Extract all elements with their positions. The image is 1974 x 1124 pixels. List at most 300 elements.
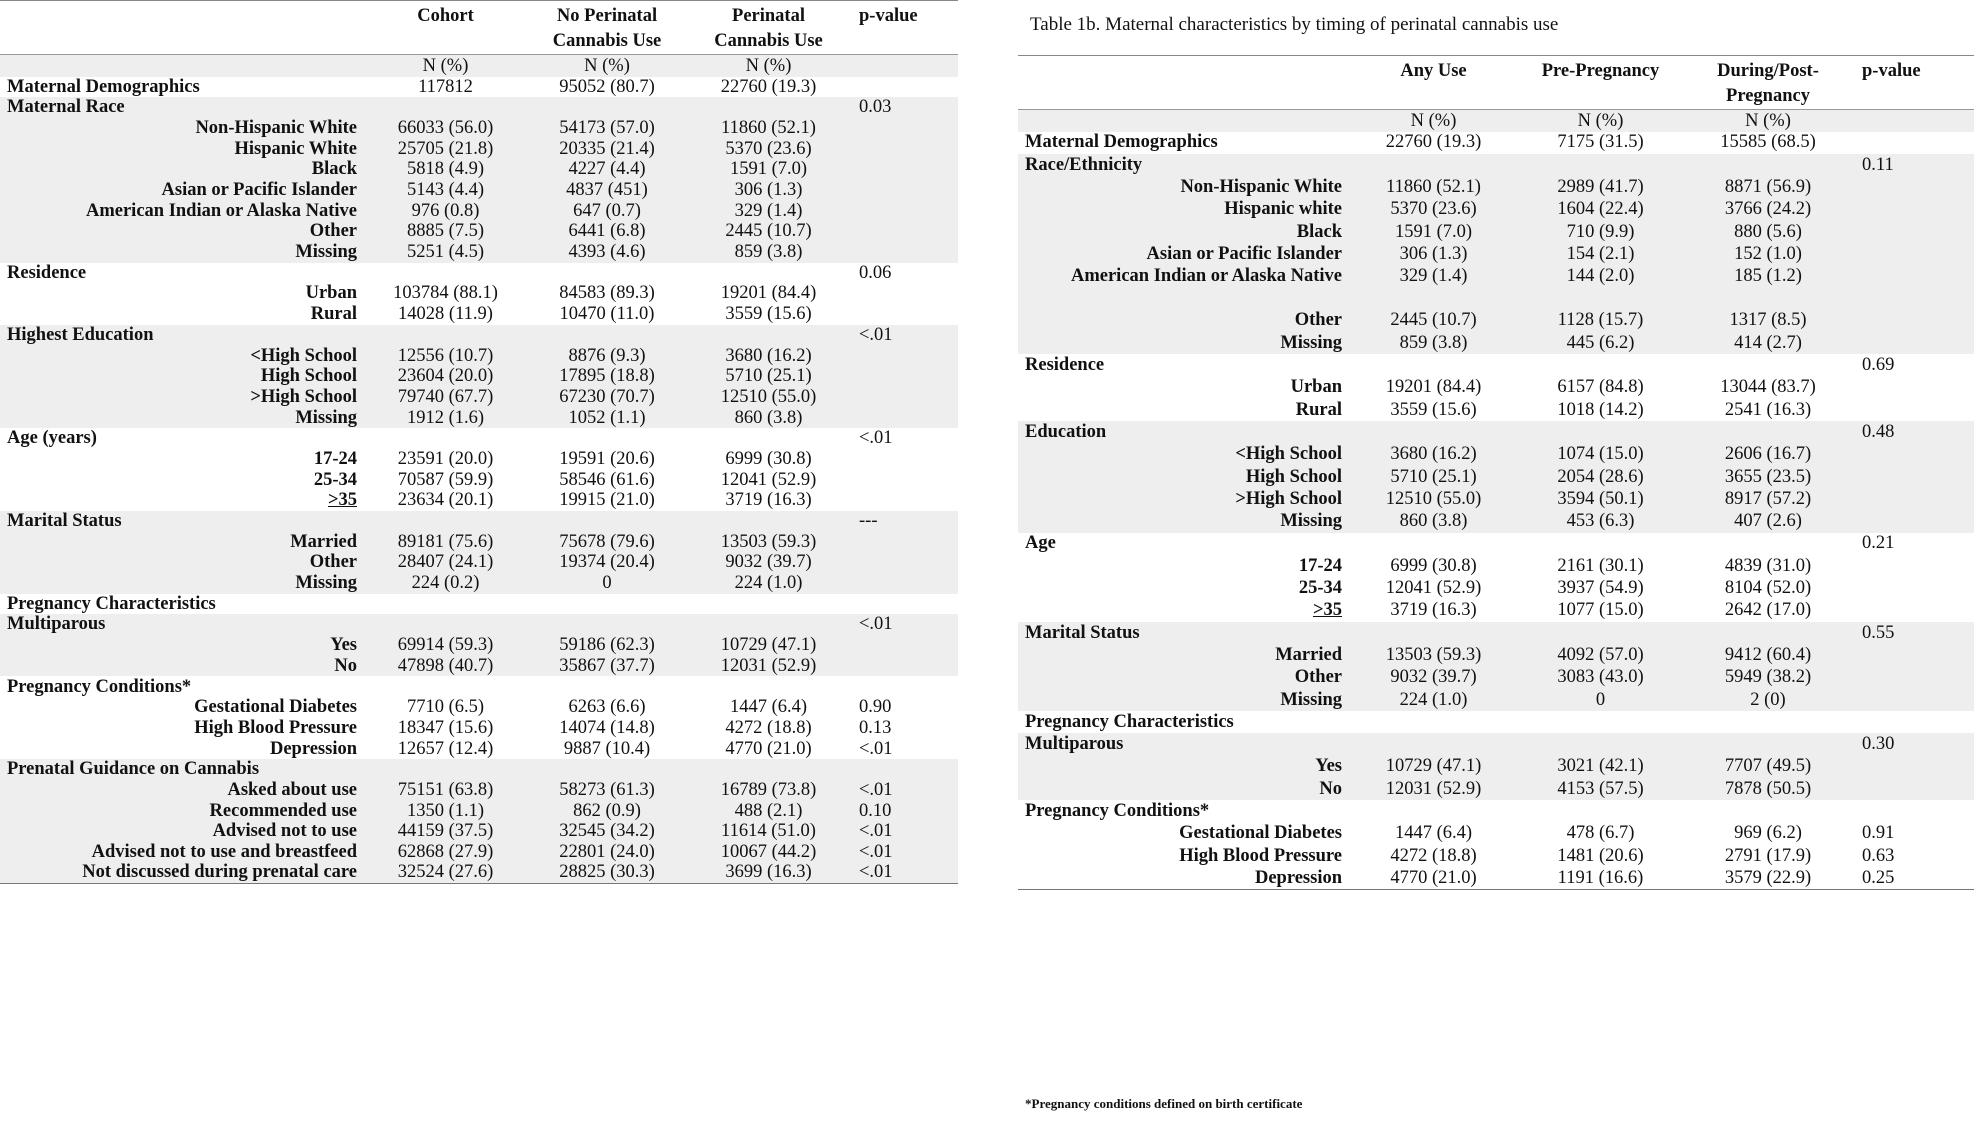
value-cell: 0: [528, 573, 686, 594]
value-cell: 3655 (23.5): [1682, 466, 1854, 488]
p-value-cell: [851, 676, 958, 697]
value-cell: 2161 (30.1): [1557, 555, 1644, 576]
row-label: American Indian or Alaska Native: [0, 201, 363, 222]
value-cell: 859 (3.8): [1348, 332, 1519, 354]
column-header-cohort: Cohort: [363, 1, 528, 55]
row-label: No: [0, 656, 363, 677]
p-value-cell: 0.25: [1854, 867, 1974, 889]
section-row-highest-education: [0, 325, 958, 346]
p-value-cell: [1854, 555, 1974, 577]
p-value-cell: [1854, 288, 1974, 310]
row-label: >35: [327, 490, 357, 511]
value-cell: 5370 (23.6): [686, 139, 851, 160]
table-row-missing: [1018, 332, 1974, 354]
row-label: Recommended use: [0, 801, 363, 822]
p-value-cell: [851, 77, 958, 98]
value-cell: 4272 (18.8): [725, 717, 812, 738]
value-cell: 4272 (18.8): [1390, 845, 1477, 866]
value-cell: 4837 (451): [528, 180, 686, 201]
value-cell: 1074 (15.0): [1519, 443, 1682, 465]
row-label: Advised not to use: [0, 821, 363, 842]
p-value-cell: [1854, 756, 1974, 778]
column-header-during-post-pregnancy: During/Post- Pregnancy: [1682, 56, 1854, 110]
row-label: Married: [1018, 644, 1348, 666]
row-label: No: [1018, 778, 1348, 800]
table-row-hispanic-white: [1018, 198, 1974, 220]
value-cell: [1348, 533, 1519, 555]
table-row-blank: [1018, 288, 1974, 310]
row-label: 17-24: [1298, 555, 1342, 576]
section-label: Multiparous: [1018, 733, 1348, 755]
value-cell: 8104 (52.0): [1724, 578, 1812, 599]
value-cell: 59186 (62.3): [528, 635, 686, 656]
value-cell: [686, 325, 851, 346]
table-row-depression: [0, 739, 958, 760]
p-value-cell: [851, 387, 958, 408]
p-value-cell: 0.69: [1862, 355, 1895, 376]
value-cell: 23634 (20.1): [397, 490, 494, 511]
value-cell: 6157 (84.8): [1557, 377, 1644, 398]
value-cell: 647 (0.7): [528, 201, 686, 222]
column-header-any-use: Any Use: [1348, 56, 1519, 110]
section-label: Race/Ethnicity: [1018, 154, 1348, 176]
value-cell: [1682, 288, 1854, 310]
value-cell: 47898 (40.7): [363, 656, 528, 677]
value-cell: 880 (5.6): [1682, 221, 1854, 243]
table-row-black: [1018, 221, 1974, 243]
section-label: Age: [1025, 533, 1056, 554]
column-header-pre-pregnancy: Pre-Pregnancy: [1519, 56, 1682, 110]
value-cell: 10067 (44.2): [686, 842, 851, 863]
p-value-cell: [1854, 399, 1974, 421]
row-label: Depression: [269, 738, 357, 759]
value-cell: 75678 (79.6): [528, 532, 686, 553]
p-value-cell: 0.06: [859, 262, 892, 283]
column-header-p-value: p-value: [851, 1, 958, 55]
value-cell: 117812: [418, 76, 473, 97]
value-cell: 969 (6.2): [1734, 823, 1802, 844]
p-value-cell: [1854, 132, 1974, 154]
row-label: Black: [1018, 221, 1348, 243]
value-cell: 19201 (84.4): [720, 283, 817, 304]
value-cell: 95052 (80.7): [559, 76, 655, 97]
section-row-age-years: [0, 428, 958, 449]
value-cell: [528, 676, 686, 697]
value-cell: [1519, 421, 1682, 443]
value-cell: 329 (1.4): [686, 201, 851, 222]
value-cell: [686, 614, 851, 635]
table-row-no: [1018, 778, 1974, 800]
value-cell: 860 (3.8): [1348, 510, 1519, 532]
table-row-missing: [0, 408, 958, 429]
table-row-asian-or-pacific-islander: [0, 180, 958, 201]
value-cell: 4153 (57.5): [1519, 778, 1682, 800]
value-cell: [1348, 800, 1519, 822]
value-cell: 15585 (68.5): [1720, 132, 1816, 153]
section-label: Marital Status: [1018, 622, 1348, 644]
row-label: High Blood Pressure: [194, 717, 357, 738]
value-cell: [686, 97, 851, 118]
value-cell: [528, 594, 686, 615]
p-value-cell: [851, 201, 958, 222]
value-cell: 1604 (22.4): [1519, 198, 1682, 220]
row-label: >High School: [1018, 488, 1348, 510]
p-value-cell: [851, 552, 958, 573]
value-cell: 4770 (21.0): [725, 738, 812, 759]
p-value-cell: [851, 532, 958, 553]
value-cell: 224 (1.0): [1348, 689, 1519, 711]
value-cell: 12556 (10.7): [363, 345, 528, 366]
value-cell: [1682, 354, 1854, 376]
section-row-age: [1018, 533, 1974, 555]
row-label: 25-34: [313, 469, 357, 490]
row-label: Missing: [1018, 689, 1348, 711]
value-cell: 1052 (1.1): [528, 408, 686, 429]
value-cell: 28407 (24.1): [363, 552, 528, 573]
value-cell: 1128 (15.7): [1519, 310, 1682, 332]
value-cell: 12510 (55.0): [686, 387, 851, 408]
section-row-multiparous: [1018, 733, 1974, 755]
value-cell: 3719 (16.3): [1390, 600, 1477, 621]
value-cell: 11860 (52.1): [1348, 176, 1519, 198]
value-cell: 407 (2.6): [1682, 510, 1854, 532]
row-label: Yes: [0, 635, 363, 656]
value-cell: [1348, 154, 1519, 176]
section-row-race-ethnicity: [1018, 154, 1974, 176]
value-cell: 13044 (83.7): [1720, 377, 1816, 398]
value-cell: 3680 (16.2): [686, 345, 851, 366]
value-cell: 12031 (52.9): [1348, 778, 1519, 800]
table-row-high-school: [0, 366, 958, 387]
section-row-marital-status: [0, 511, 958, 532]
row-label: Other: [1018, 666, 1348, 688]
value-cell: [686, 676, 851, 697]
p-value-cell: [851, 449, 958, 470]
value-cell: [363, 511, 528, 532]
row-label: 17-24: [313, 448, 357, 469]
value-cell: 3083 (43.0): [1519, 666, 1682, 688]
value-cell: 5710 (25.1): [686, 366, 851, 387]
value-cell: 10729 (47.1): [686, 635, 851, 656]
value-cell: [528, 614, 686, 635]
p-value-cell: [1854, 577, 1974, 599]
section-row-multiparous: [0, 614, 958, 635]
section-label: Pregnancy Conditions*: [7, 676, 192, 697]
value-cell: 453 (6.3): [1519, 510, 1682, 532]
value-cell: 3719 (16.3): [725, 490, 812, 511]
p-value-cell: [851, 345, 958, 366]
value-cell: 1447 (6.4): [1394, 823, 1473, 844]
p-value-cell: 0.21: [1862, 533, 1895, 554]
p-value-cell: [851, 408, 958, 429]
value-cell: [686, 759, 851, 780]
table-row-yes: [0, 635, 958, 656]
value-cell: [1519, 733, 1682, 755]
value-cell: [1519, 288, 1682, 310]
section-label: Maternal Demographics: [7, 76, 200, 97]
value-cell: 3021 (42.1): [1519, 756, 1682, 778]
value-cell: [1348, 711, 1519, 733]
column-header-no-perinatal-cannabis-use: No Perinatal Cannabis Use: [528, 1, 686, 55]
value-cell: [1682, 711, 1854, 733]
n-percent-cell: N (%): [1682, 110, 1854, 132]
p-value-cell: [1854, 510, 1974, 532]
value-cell: 3579 (22.9): [1682, 867, 1854, 889]
value-cell: 8917 (57.2): [1682, 488, 1854, 510]
value-cell: 12657 (12.4): [397, 738, 494, 759]
column-header-p-value: p-value: [1854, 56, 1974, 110]
table-1a: [0, 0, 958, 884]
value-cell: [528, 511, 686, 532]
value-cell: 488 (2.1): [686, 801, 851, 822]
value-cell: [1348, 622, 1519, 644]
table-row-depression: [1018, 867, 1974, 889]
table-row-high-school: [1018, 466, 1974, 488]
value-cell: 9412 (60.4): [1682, 644, 1854, 666]
section-row-maternal-demographics: [0, 77, 958, 98]
row-label: Missing: [0, 573, 363, 594]
value-cell: [363, 594, 528, 615]
section-label: Education: [1018, 421, 1348, 443]
p-value-cell: <.01: [859, 428, 893, 449]
value-cell: [363, 614, 528, 635]
table-row-no: [0, 656, 958, 677]
value-cell: [1682, 154, 1854, 176]
value-cell: [1682, 622, 1854, 644]
p-value-cell: [1854, 376, 1974, 398]
value-cell: 306 (1.3): [1348, 243, 1519, 265]
p-value-cell: [851, 656, 958, 677]
p-value-cell: 0.30: [1854, 733, 1974, 755]
value-cell: 2989 (41.7): [1519, 176, 1682, 198]
n-percent-cell: N (%): [528, 55, 686, 77]
value-cell: [1519, 533, 1682, 555]
table-row-35: [0, 490, 958, 511]
p-value-cell: 0.63: [1862, 845, 1895, 866]
value-cell: [363, 97, 528, 118]
value-cell: 1350 (1.1): [363, 801, 528, 822]
value-cell: 1912 (1.6): [363, 408, 528, 429]
table-row-high-school: [0, 345, 958, 366]
p-value-cell: [851, 118, 958, 139]
row-label: Other: [0, 552, 363, 573]
row-label: Hispanic white: [1018, 198, 1348, 220]
p-value-cell: 0.13: [859, 717, 892, 738]
value-cell: [528, 97, 686, 118]
table-row-other: [0, 221, 958, 242]
value-cell: 22760 (19.3): [720, 76, 817, 97]
value-cell: 2445 (10.7): [686, 221, 851, 242]
value-cell: 1591 (7.0): [686, 159, 851, 180]
row-label: >High School: [0, 387, 363, 408]
value-cell: 3937 (54.9): [1557, 578, 1644, 599]
row-label: <High School: [0, 345, 363, 366]
value-cell: 3594 (50.1): [1519, 488, 1682, 510]
table-row-high-blood-pressure: [0, 718, 958, 739]
value-cell: 20335 (21.4): [528, 139, 686, 160]
section-label: Maternal Demographics: [1025, 132, 1218, 153]
value-cell: 478 (6.7): [1566, 823, 1635, 844]
row-label: Asian or Pacific Islander: [0, 180, 363, 201]
value-cell: 5949 (38.2): [1682, 666, 1854, 688]
value-cell: 1481 (20.6): [1557, 845, 1644, 866]
value-cell: 8885 (7.5): [363, 221, 528, 242]
value-cell: 5710 (25.1): [1348, 466, 1519, 488]
row-label: Advised not to use and breastfeed: [0, 842, 363, 863]
p-value-cell: [1854, 221, 1974, 243]
value-cell: 5251 (4.5): [363, 242, 528, 263]
value-cell: 4839 (31.0): [1724, 555, 1812, 576]
n-percent-cell: [0, 55, 363, 77]
p-value-cell: [1854, 466, 1974, 488]
section-label: Maternal Race: [0, 97, 363, 118]
table-row-other: [1018, 666, 1974, 688]
value-cell: [1348, 733, 1519, 755]
row-label: Missing: [1018, 510, 1348, 532]
row-label: American Indian or Alaska Native: [1018, 265, 1348, 287]
p-value-cell: [851, 635, 958, 656]
table-row-rural: [0, 304, 958, 325]
value-cell: 1591 (7.0): [1348, 221, 1519, 243]
value-cell: 19374 (20.4): [528, 552, 686, 573]
value-cell: 5818 (4.9): [363, 159, 528, 180]
table-row-rural: [1018, 399, 1974, 421]
table-row-asked-about-use: [0, 780, 958, 801]
row-label: High School: [0, 366, 363, 387]
value-cell: 19591 (20.6): [559, 448, 655, 469]
p-value-cell: <.01: [851, 842, 958, 863]
p-value-cell: [851, 366, 958, 387]
value-cell: 1447 (6.4): [729, 697, 808, 718]
header-row: [0, 1, 958, 55]
table-row-not-discussed-during-prenatal-care: [0, 863, 958, 884]
p-value-cell: [1854, 443, 1974, 465]
section-row-education: [1018, 421, 1974, 443]
table-row-missing: [1018, 689, 1974, 711]
value-cell: [686, 428, 851, 449]
value-cell: 1317 (8.5): [1682, 310, 1854, 332]
table-row-married: [0, 532, 958, 553]
value-cell: [1682, 733, 1854, 755]
p-value-cell: [851, 759, 958, 780]
value-cell: [1519, 800, 1682, 822]
value-cell: 44159 (37.5): [363, 821, 528, 842]
value-cell: 859 (3.8): [686, 242, 851, 263]
value-cell: 0: [1519, 689, 1682, 711]
section-row-residence: [1018, 354, 1974, 376]
value-cell: [686, 594, 851, 615]
value-cell: 7175 (31.5): [1557, 132, 1644, 153]
value-cell: [363, 428, 528, 449]
value-cell: 1018 (14.2): [1557, 399, 1644, 420]
value-cell: 84583 (89.3): [559, 283, 655, 304]
value-cell: 4227 (4.4): [528, 159, 686, 180]
table-row-non-hispanic-white: [0, 118, 958, 139]
row-label: Other: [0, 221, 363, 242]
value-cell: [1682, 800, 1854, 822]
table-row-high-school: [1018, 488, 1974, 510]
table-row-urban: [1018, 376, 1974, 398]
p-value-cell: [1854, 689, 1974, 711]
p-value-cell: [851, 594, 958, 615]
value-cell: 4770 (21.0): [1348, 867, 1519, 889]
value-cell: [686, 263, 851, 284]
p-value-cell: 0.11: [1854, 154, 1974, 176]
n-percent-cell: N (%): [1519, 110, 1682, 132]
table-row-17-24: [1018, 555, 1974, 577]
value-cell: 25705 (21.8): [363, 139, 528, 160]
row-label: Non-Hispanic White: [0, 118, 363, 139]
table-row-missing: [1018, 510, 1974, 532]
value-cell: [363, 676, 528, 697]
value-cell: 58273 (61.3): [528, 780, 686, 801]
column-header-label: [1018, 56, 1348, 110]
row-label: 25-34: [1298, 578, 1342, 599]
value-cell: 445 (6.2): [1519, 332, 1682, 354]
section-row-residence: [0, 263, 958, 284]
value-cell: 2791 (17.9): [1724, 845, 1812, 866]
value-cell: 3680 (16.2): [1348, 443, 1519, 465]
value-cell: 329 (1.4): [1348, 265, 1519, 287]
row-label: High School: [1018, 466, 1348, 488]
value-cell: 5370 (23.6): [1348, 198, 1519, 220]
p-value-cell: 0.48: [1854, 421, 1974, 443]
value-cell: 22760 (19.3): [1385, 132, 1482, 153]
section-label: Residence: [7, 262, 87, 283]
value-cell: 7878 (50.5): [1682, 778, 1854, 800]
row-label: Non-Hispanic White: [1018, 176, 1348, 198]
p-value-cell: [851, 490, 958, 511]
row-label: <High School: [1018, 443, 1348, 465]
p-value-cell: [1854, 310, 1974, 332]
value-cell: 69914 (59.3): [363, 635, 528, 656]
value-cell: 860 (3.8): [686, 408, 851, 429]
table-row-missing: [0, 242, 958, 263]
value-cell: [528, 325, 686, 346]
value-cell: 2 (0): [1682, 689, 1854, 711]
row-label: Rural: [1295, 399, 1342, 420]
value-cell: 9887 (10.4): [563, 738, 651, 759]
header-row: [1018, 56, 1974, 110]
column-header-label: [0, 1, 363, 55]
row-label: Black: [0, 159, 363, 180]
p-value-cell: [851, 283, 958, 304]
value-cell: 19915 (21.0): [559, 490, 655, 511]
value-cell: 22801 (24.0): [528, 842, 686, 863]
row-label: Rural: [310, 304, 357, 325]
value-cell: 3559 (15.6): [1390, 399, 1477, 420]
value-cell: 10470 (11.0): [559, 304, 655, 325]
p-value-cell: [851, 180, 958, 201]
table-row-high-school: [1018, 443, 1974, 465]
table-1b: [1018, 55, 1974, 890]
value-cell: 862 (0.9): [528, 801, 686, 822]
section-label: Pregnancy Characteristics: [7, 593, 216, 614]
n-percent-row: [0, 55, 958, 77]
value-cell: 12510 (55.0): [1348, 488, 1519, 510]
row-label: [1018, 288, 1348, 310]
value-cell: [1519, 354, 1682, 376]
p-value-cell: [851, 221, 958, 242]
value-cell: 224 (1.0): [686, 573, 851, 594]
table-1b-footnote: *Pregnancy conditions defined on birth certificate: [1025, 1096, 1303, 1111]
value-cell: 154 (2.1): [1519, 243, 1682, 265]
value-cell: [1348, 421, 1519, 443]
p-value-cell: [1854, 666, 1974, 688]
value-cell: 2606 (16.7): [1682, 443, 1854, 465]
value-cell: 2054 (28.6): [1519, 466, 1682, 488]
p-value-cell: [851, 573, 958, 594]
